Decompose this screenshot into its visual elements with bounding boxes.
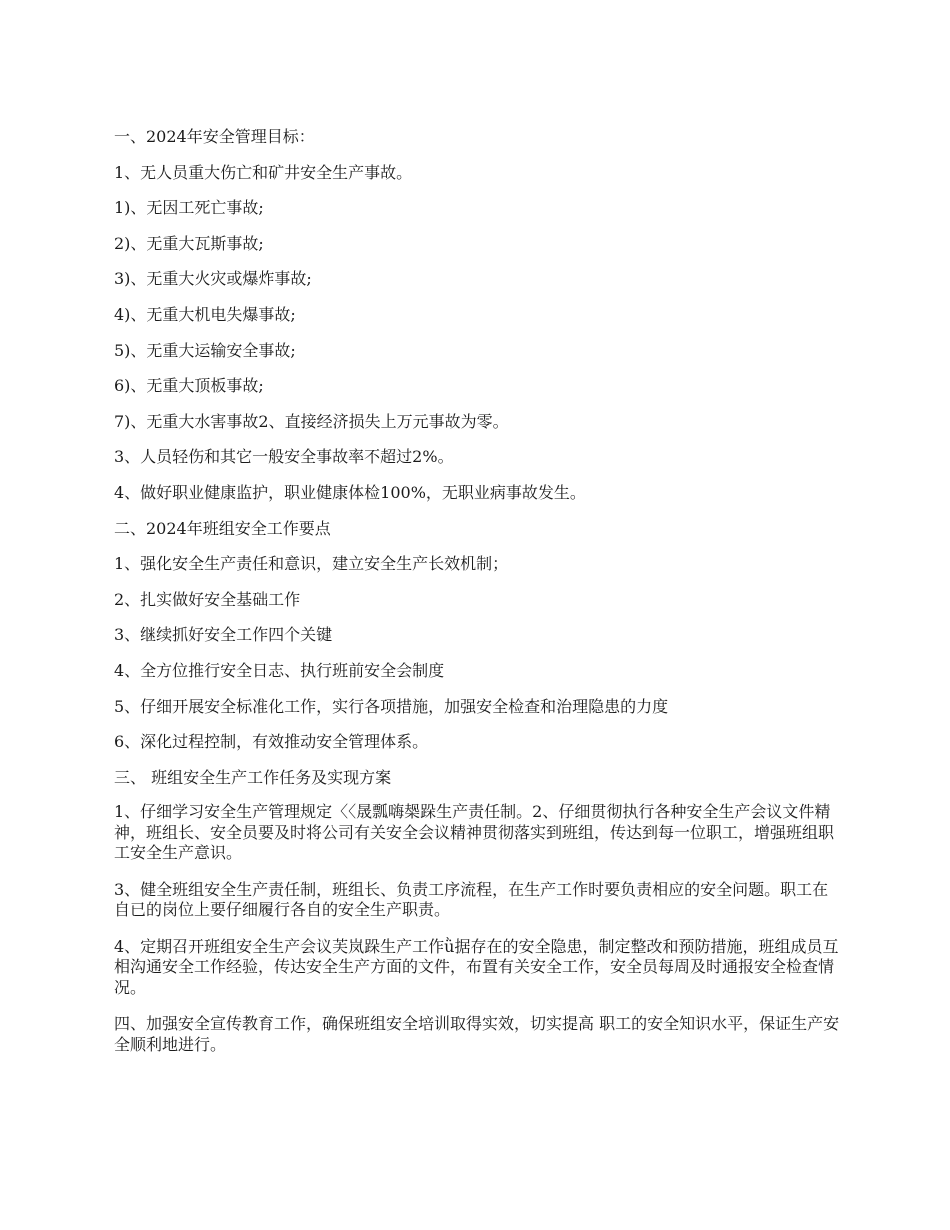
goal-subitem: 4)、无重大机电失爆事故;: [114, 304, 296, 324]
task-paragraph: 4、定期召开班组安全生产会议芙岚跺生产工作ǜ据存在的安全隐患，制定整改和预防措施，班组成员互相沟通安全工作经验，传达安全生产方面的文件，布置有关安全工作，安全员每周及时通报安全检查情况。: [114, 936, 839, 997]
goal-subitem: 5)、无重大运输安全事故;: [114, 340, 296, 360]
key-point-item: 1、强化安全生产责任和意识，建立安全生产长效机制；: [114, 554, 509, 574]
goal-subitem: 6)、无重大顶板事故;: [114, 376, 264, 396]
key-point-item: 2、扎实做好安全基础工作: [114, 589, 301, 609]
goal-subitem: 2)、无重大瓦斯事故;: [114, 233, 264, 253]
heading-tasks-and-plan: 三、 班组安全生产工作任务及实现方案: [114, 767, 392, 787]
heading-team-key-points: 二、2024年班组安全工作要点: [114, 518, 331, 538]
key-point-item: 3、继续抓好安全工作四个关键: [114, 625, 333, 645]
heading-safety-goals: 一、2024年安全管理目标：: [114, 127, 315, 146]
goal-subitem: 3)、无重大火灾或爆炸事故;: [114, 269, 312, 289]
goal-subitem: 1)、无因工死亡事故;: [114, 198, 264, 218]
task-paragraph: 1、仔细学习安全生产管理规定〈〈晟瓢嗨椝跺生产责任制。2、仔细贯彻执行各种安全生产会议文件精神，班组长、安全员要及时将公司有关安全会议精神贯彻落实到班组，传达到每一位职工，增强班组职工安全生产意识。: [114, 802, 835, 863]
document-body: [114, 126, 844, 1071]
key-point-item: 5、仔细开展安全标准化工作，实行各项措施，加强安全检查和治理隐患的力度: [114, 696, 669, 716]
goal-subitem: 7)、无重大水害事故2、直接经济损失上万元事故为零。: [114, 411, 509, 431]
goal-item: 1、无人员重大伤亡和矿井安全生产事故。: [114, 162, 413, 182]
goal-item: 4、做好职业健康监护，职业健康体检100%，无职业病事故发生。: [114, 482, 586, 502]
task-paragraph: 3、健全班组安全生产责任制，班组长、负责工序流程，在生产工作时要负责相应的安全问题。职工在自已的岗位上要仔细履行各自的安全生产职责。: [114, 879, 829, 920]
heading-safety-education: 四、加强安全宣传教育工作，确保班组安全培训取得实效，切实提高 职工的安全知识水平，保证生产安全顺利地进行。: [114, 1014, 840, 1054]
goal-item: 3、人员轻伤和其它一般安全事故率不超过2%。: [114, 447, 454, 467]
key-point-item: 6、深化过程控制，有效推动安全管理体系。: [114, 732, 429, 752]
key-point-item: 4、全方位推行安全日志、执行班前安全会制度: [114, 660, 445, 680]
